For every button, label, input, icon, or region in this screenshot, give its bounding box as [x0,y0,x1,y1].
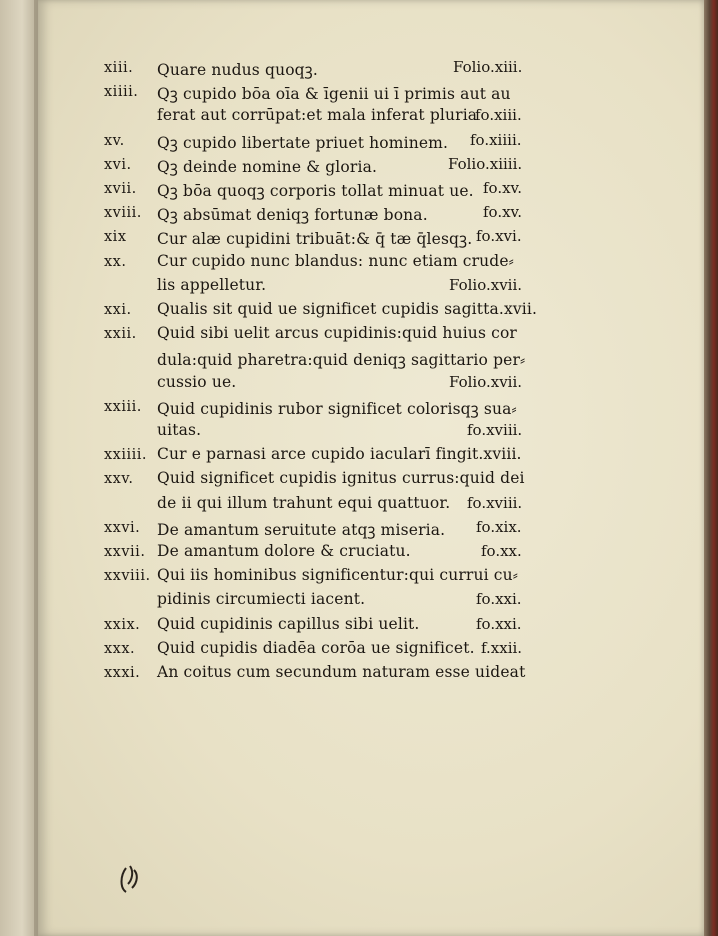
entry-number: xxi. [104,302,132,318]
entry-number: xxvi. [104,519,141,536]
entry-number: xvii. [104,181,137,197]
entry-text-line: Quid cupidis diadēa corōa ue significet. [157,638,475,657]
entry-number: xxii. [104,326,137,343]
folio-reference: Folio.xvii. [449,275,523,294]
entry-number: xxx. [104,640,136,657]
entry-text-line: ferat aut corrūpat:et mala inferat pluria [157,106,478,125]
folio-reference: fo.xv. [483,179,523,197]
entry-text-line: Qꝫ absūmat deniqꝫ fortunæ bona. [157,206,428,225]
entry-text-line: lis appelletur. [157,275,267,294]
page-edge [704,0,718,936]
entry-number: xxvii. [104,544,146,560]
folio-reference: fo.xv. [483,203,523,222]
folio-reference: fo.xiiii. [470,130,522,149]
folio-reference: f.xxii. [481,638,523,657]
ink-mark [116,862,152,898]
entry-text-line: Qualis sit quid ue significet cupidis sagitta.xvii. [157,300,538,318]
entry-text-line: De amantum seruitute atqꝫ miseria. [157,520,446,539]
entry-text-line: de ii qui illum trahunt equi quattuor. [157,493,451,512]
folio-reference: fo.xxi. [476,590,522,609]
entry-number: xxxi. [104,665,141,681]
folio-reference: fo.xviii. [467,421,523,439]
entry-text-line: pidinis circumiecti iacent. [157,590,366,609]
entry-text-line: Qꝫ cupido bōa oīa & īgenii ui ī primis aut au [157,85,511,104]
entry-text-line: Qꝫ bōa quoqꝫ corporis tollat minuat ue. [157,182,474,200]
folio-reference: fo.xx. [481,542,522,560]
entry-text-line: dula:quid pharetra:quid deniqꝫ sagittario per⸗ [157,351,526,370]
entry-text-line: uitas. [157,421,202,439]
entry-number: xx. [104,253,127,270]
entry-number: xxix. [104,616,141,633]
folio-reference: fo.xxi. [476,614,522,633]
entry-number: xxiii. [104,398,142,415]
entry-text-line: De amantum dolore & cruciatu. [157,542,411,560]
entry-text-line: Quare nudus quoqꝫ. [157,61,318,79]
folio-reference: fo.xvi. [476,227,522,246]
folio-reference: fo.xiii. [475,106,522,125]
entry-text-line: Qꝫ cupido libertate priuet hominem. [157,133,449,152]
folio-reference: Folio.xiii. [453,58,523,76]
entry-number: xvi. [104,156,132,173]
entry-number: xxviii. [104,568,151,585]
entry-number: xviii. [104,205,142,222]
folio-reference: fo.xviii. [467,493,523,512]
entry-text-line: Cur alæ cupidini tribuāt:& q̄ tæ q̄lesqꝫ. [157,230,473,249]
entry-text-line: Quid cupidinis rubor significet colorisqꝫ sua⸗ [157,399,517,418]
entry-number: xiiii. [104,84,139,101]
entry-text-line: cussio ue. [157,372,237,391]
entry-text-line: Quid sibi uelit arcus cupidinis:quid huius cor [157,324,517,343]
entry-number: xxiiii. [104,447,148,464]
entry-number: xv. [104,132,125,149]
folio-reference: Folio.xvii. [449,372,523,391]
entry-text-line: Cur e parnasi arce cupido iacularī fingit.xviii. [157,445,522,464]
entry-text-line: An coitus cum secundum naturam esse uideat [157,663,526,681]
entry-text-line: Cur cupido nunc blandus: nunc etiam crude⸗ [157,251,514,270]
folio-reference: Folio.xiiii. [448,154,523,173]
entry-text-line: Qꝫ deinde nomine & gloria. [157,157,378,176]
entry-text-line: Qui iis hominibus significentur:qui currui cu⸗ [157,566,519,585]
entry-number: xix [104,229,127,246]
folio-reference: fo.xix. [476,517,522,536]
entry-number: xxv. [104,471,134,488]
entry-number: xiii. [104,60,134,76]
entry-text-line: Quid significet cupidis ignitus currus:quid dei [157,469,525,488]
entry-text-line: Quid cupidinis capillus sibi uelit. [157,614,420,633]
